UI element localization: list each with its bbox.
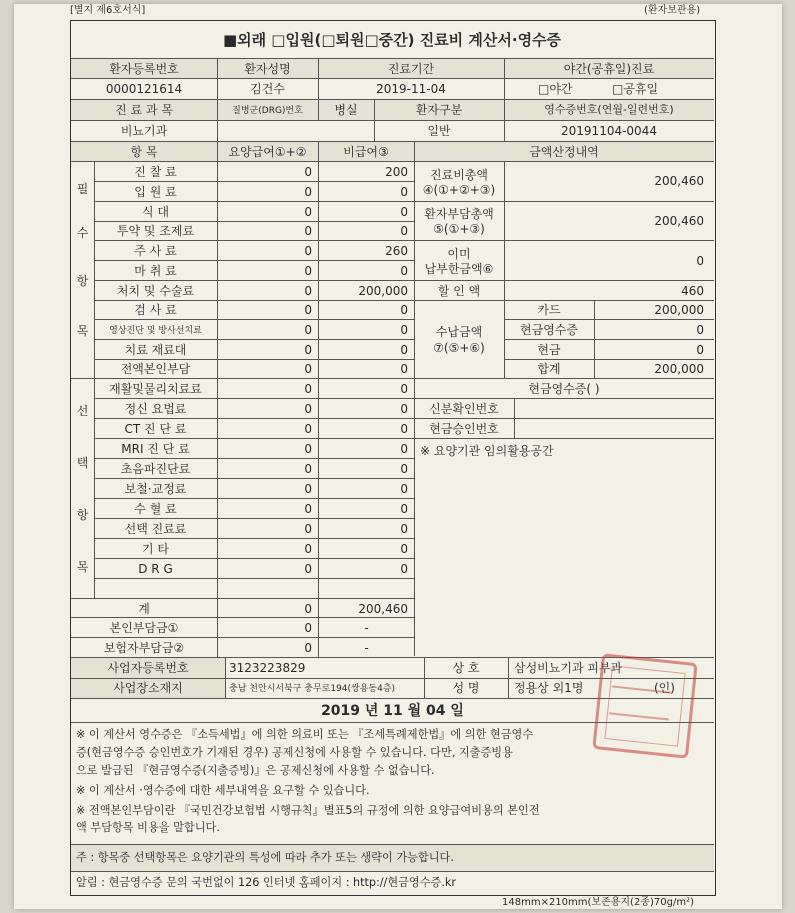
opt-covered-7: 0 xyxy=(304,522,312,536)
receipt-paper xyxy=(14,4,782,909)
opt-name-0: 재활및물리치료료 xyxy=(109,382,202,396)
biz-name: 삼성비뇨기과 피부과 xyxy=(514,661,623,675)
receipt-label: 영수증번호(연월-일련번호) xyxy=(544,103,674,116)
note-line-4: ※ 이 계산서 ·영수증에 대한 세부내역을 요구할 수 있습니다. xyxy=(76,784,370,797)
sum-noncovered: 200,460 xyxy=(358,602,408,616)
free-space-note: ※ 요양기관 임의활용공간 xyxy=(420,444,554,458)
req-noncovered-0: 200 xyxy=(385,165,408,179)
biz-addr: 충남 천안시서북구 충무로194(쌍용동4층) xyxy=(229,684,396,694)
group-opt-1: 택 xyxy=(76,456,89,470)
opt-noncovered-1: 0 xyxy=(400,402,408,416)
note-line-5: ※ 전액본인부담이란 『국민건강보험법 시행규칙』별표5의 규정에 의한 요양급여비용의 본인전 xyxy=(76,804,540,817)
self-pay-nc: - xyxy=(364,621,369,635)
req-covered-9: 0 xyxy=(304,343,312,357)
ptype-label: 환자구분 xyxy=(415,103,463,117)
sum-covered: 0 xyxy=(304,602,312,616)
discount-value: 460 xyxy=(681,284,704,298)
cash-value: 0 xyxy=(696,343,704,357)
opt-name-3: MRI 진 단 료 xyxy=(121,442,190,456)
footer-alert: 알림 : 현금영수증 문의 국번없이 126 인터넷 홈페이지 : http://현금영수증.kr xyxy=(76,876,456,889)
total-label-1: 진료비총액 xyxy=(430,168,488,182)
insurer-pay-label: 보험자부담금② xyxy=(103,641,185,655)
patient-no-label: 환자등록번호 xyxy=(109,62,179,76)
group-opt-3: 목 xyxy=(76,560,89,574)
col-covered: 요양급여①+② xyxy=(228,145,307,159)
total-value: 200,460 xyxy=(654,174,704,188)
req-covered-5: 0 xyxy=(304,264,312,278)
req-name-9: 치료 재료대 xyxy=(124,343,187,357)
opt-name-8: 기 타 xyxy=(142,542,169,556)
room-label: 병실 xyxy=(334,103,358,117)
opt-noncovered-9: 0 xyxy=(400,562,408,576)
col-calc: 금액산정내역 xyxy=(529,145,599,159)
card-value: 200,000 xyxy=(654,303,704,317)
req-noncovered-5: 0 xyxy=(400,264,408,278)
approval-label: 현금승인번호 xyxy=(429,422,499,436)
biz-addr-label: 사업장소재지 xyxy=(113,681,183,695)
req-covered-0: 0 xyxy=(304,165,312,179)
opt-name-6: 수 혈 료 xyxy=(134,502,177,516)
req-noncovered-4: 260 xyxy=(385,244,408,258)
paper-size: 148mm×210mm(보존용지(2종)70g/m²) xyxy=(502,897,694,908)
night-option: □야간 xyxy=(538,82,573,96)
req-covered-4: 0 xyxy=(304,244,312,258)
group-req-2: 항 xyxy=(76,274,89,288)
patient-no: 0000121614 xyxy=(105,82,183,96)
patient-total-label-1: 환자부담총액 xyxy=(424,207,494,221)
biz-rep: 정용상 외1명 xyxy=(514,681,584,695)
note-line-1: ※ 이 계산서 영수증은 『소득세법』에 의한 의료비 또는 『조세특례제한법』에 의한 현금영수 xyxy=(76,728,534,741)
drg-label: 질병군(DRG)번호 xyxy=(232,106,303,116)
opt-covered-8: 0 xyxy=(304,542,312,556)
grand-total-label: 합계 xyxy=(537,362,561,376)
sum-label: 계 xyxy=(138,602,150,616)
opt-name-2: CT 진 단 료 xyxy=(124,422,187,436)
id-check-label: 신분확인번호 xyxy=(429,402,499,416)
period-label: 진료기간 xyxy=(387,62,435,76)
cash-receipt-label: 현금영수증 xyxy=(520,323,578,337)
patient-total-label-2: ⑤(①+③) xyxy=(433,222,485,236)
req-noncovered-8: 0 xyxy=(400,323,408,337)
discount-label: 할 인 액 xyxy=(437,284,481,298)
req-noncovered-6: 200,000 xyxy=(358,284,408,298)
req-covered-10: 0 xyxy=(304,362,312,376)
req-name-4: 주 사 료 xyxy=(134,244,177,258)
req-covered-6: 0 xyxy=(304,284,312,298)
opt-noncovered-3: 0 xyxy=(400,442,408,456)
issue-date: 2019 년 11 월 04 일 xyxy=(321,703,464,719)
opt-covered-5: 0 xyxy=(304,482,312,496)
opt-name-4: 초음파진단료 xyxy=(120,462,191,476)
biz-reg-label: 사업자등록번호 xyxy=(107,661,189,675)
cash-receipt-value: 0 xyxy=(696,323,704,337)
group-req-3: 목 xyxy=(76,324,89,338)
req-covered-2: 0 xyxy=(304,205,312,219)
opt-noncovered-6: 0 xyxy=(400,502,408,516)
dept-label: 진 료 과 목 xyxy=(115,103,173,117)
col-item: 항 목 xyxy=(130,145,158,159)
opt-covered-6: 0 xyxy=(304,502,312,516)
note-line-6: 액 부담항목 비용을 말합니다. xyxy=(76,821,220,834)
opt-covered-3: 0 xyxy=(304,442,312,456)
opt-noncovered-0: 0 xyxy=(400,382,408,396)
cash-label: 현금 xyxy=(537,343,561,357)
req-covered-8: 0 xyxy=(304,323,312,337)
opt-covered-4: 0 xyxy=(304,462,312,476)
opt-covered-1: 0 xyxy=(304,402,312,416)
insurer-pay-value: 0 xyxy=(304,641,312,655)
insurer-pay-nc: - xyxy=(364,641,369,655)
req-noncovered-3: 0 xyxy=(400,224,408,238)
opt-noncovered-4: 0 xyxy=(400,462,408,476)
form-title: ■외래 □입원(□퇴원□중간) 진료비 계산서·영수증 xyxy=(222,31,562,49)
opt-covered-0: 0 xyxy=(304,382,312,396)
card-label: 카드 xyxy=(537,303,561,317)
req-name-7: 검 사 료 xyxy=(134,303,177,317)
req-covered-3: 0 xyxy=(304,224,312,238)
opt-covered-2: 0 xyxy=(304,422,312,436)
self-pay-label: 본인부담금① xyxy=(109,621,179,635)
req-name-6: 처치 및 수술료 xyxy=(116,284,195,298)
req-name-5: 마 취 료 xyxy=(134,264,177,278)
biz-rep-label: 성 명 xyxy=(452,681,480,695)
form-code: [별지 제6호서식] xyxy=(70,5,146,16)
group-req-0: 필 xyxy=(76,182,89,196)
receipt-no: 20191104-0044 xyxy=(561,124,657,138)
req-name-0: 진 찰 료 xyxy=(134,165,177,179)
group-opt-0: 선 xyxy=(76,404,89,418)
opt-noncovered-5: 0 xyxy=(400,482,408,496)
total-label-2: ④(①+②+③) xyxy=(422,183,496,197)
req-noncovered-9: 0 xyxy=(400,343,408,357)
opt-name-5: 보철·교정료 xyxy=(124,482,187,496)
prepaid-value: 0 xyxy=(696,254,704,268)
night-label: 야간(공휴일)진료 xyxy=(563,62,655,76)
req-name-2: 식 대 xyxy=(142,205,169,219)
patient-name: 김건수 xyxy=(250,82,285,96)
seal-mark: (인) xyxy=(654,681,675,695)
opt-name-7: 선택 진료료 xyxy=(124,522,187,536)
opt-name-1: 정신 요법료 xyxy=(124,402,187,416)
req-name-3: 투약 및 조제료 xyxy=(116,224,195,238)
period-value: 2019-11-04 xyxy=(376,82,446,96)
req-noncovered-10: 0 xyxy=(400,362,408,376)
group-opt-2: 항 xyxy=(76,508,89,522)
group-req-1: 수 xyxy=(76,226,89,240)
req-noncovered-7: 0 xyxy=(400,303,408,317)
note-line-2: 증(현금영수증 승인번호가 기재된 경우) 공제신청에 사용할 수 있습니다. 다만, 지출증빙용 xyxy=(76,746,513,759)
opt-name-9: D R G xyxy=(138,562,173,576)
req-covered-1: 0 xyxy=(304,185,312,199)
cash-receipt-header: 현금영수증( ) xyxy=(528,382,600,396)
holiday-option: □공휴일 xyxy=(612,82,659,96)
paid-amount-label-1: 수납금액 xyxy=(435,325,483,339)
req-name-8: 영상진단 및 방사선치료 xyxy=(109,326,202,336)
req-covered-7: 0 xyxy=(304,303,312,317)
form-use: (환자보관용) xyxy=(644,5,701,16)
patient-total-value: 200,460 xyxy=(654,214,704,228)
biz-reg-no: 3123223829 xyxy=(229,661,306,675)
req-name-1: 입 원 료 xyxy=(134,185,177,199)
ptype-value: 일반 xyxy=(427,124,451,138)
opt-noncovered-8: 0 xyxy=(400,542,408,556)
footer-note: 주 : 항목중 선택항목은 요양기관의 특성에 따라 추가 또는 생략이 가능합니다. xyxy=(76,851,454,864)
col-noncovered: 비급여③ xyxy=(343,145,389,159)
patient-name-label: 환자성명 xyxy=(244,62,291,76)
prepaid-label-1: 이미 xyxy=(447,247,471,261)
opt-covered-9: 0 xyxy=(304,562,312,576)
biz-name-label: 상 호 xyxy=(452,661,480,675)
self-pay-value: 0 xyxy=(304,621,312,635)
note-line-3: 으로 발급된 『현금영수증(지출증빙)』은 공제신청에 사용할 수 없습니다. xyxy=(76,764,435,777)
opt-noncovered-2: 0 xyxy=(400,422,408,436)
opt-noncovered-7: 0 xyxy=(400,522,408,536)
req-name-10: 전액본인부담 xyxy=(120,362,191,376)
req-noncovered-1: 0 xyxy=(400,185,408,199)
prepaid-label-2: 납부한금액⑥ xyxy=(424,262,494,276)
dept-value: 비뇨기과 xyxy=(120,124,168,138)
req-noncovered-2: 0 xyxy=(400,205,408,219)
grand-total-value: 200,000 xyxy=(654,362,704,376)
paid-amount-label-2: ⑦(⑤+⑥) xyxy=(433,341,485,355)
